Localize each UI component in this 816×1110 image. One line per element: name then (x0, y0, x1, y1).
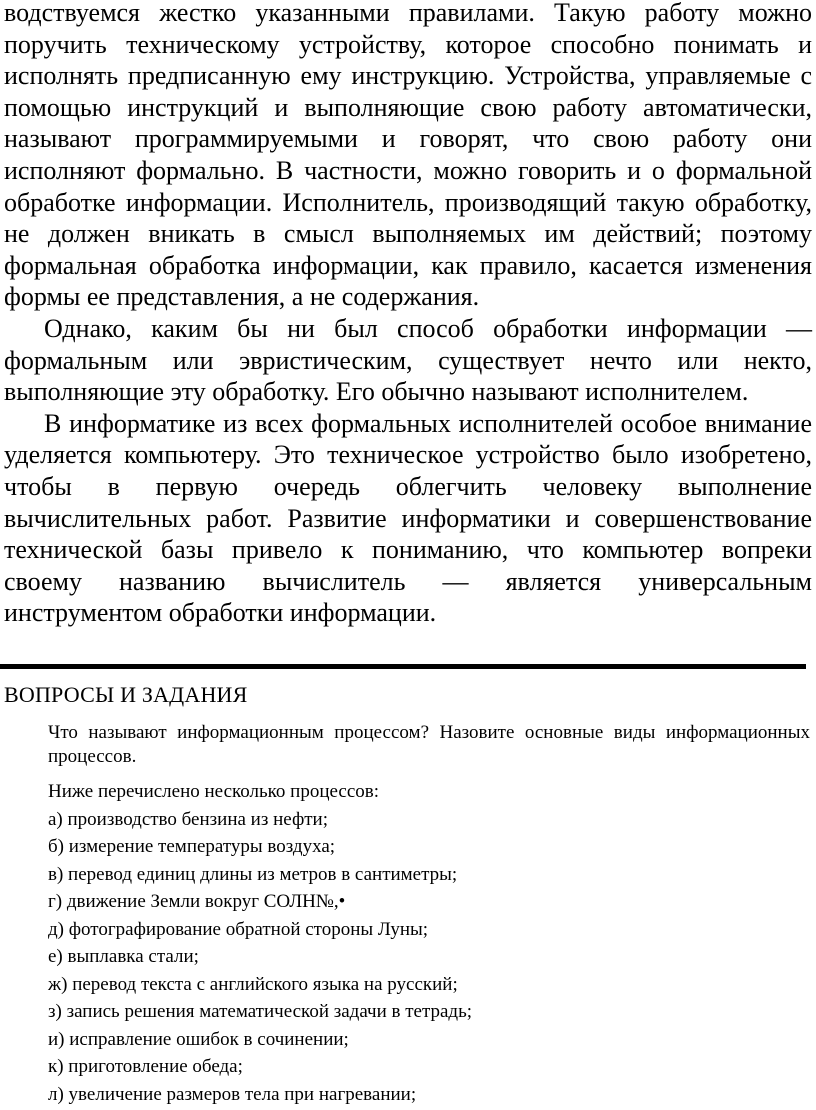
question-2 (48, 780, 810, 1110)
paragraph-continued: водствуемся жестко указанными правилами. Такую работу можно поручить техническому устройству, которое способно понимать и исполнять предписанную ему инструкцию. Устройства, управляемые с помощью инструкций и выполняющие свою работу автоматически, называют программируемыми и говорят, что свою работу они исполняют формально. В частности, можно говорить и о формальной обработке информации. Исполнитель, производящий такую обработку, не должен вникать в смысл выполняемых им действий; поэтому формальная обработка информации, как правило, касается изменения формы ее представления, а не содержания. (4, 0, 812, 313)
question-1: Что называют информационным процессом? Назовите основные виды информационных процессов. (48, 721, 810, 769)
list-item: з) запись решения математической задачи в тетрадь; (48, 1000, 810, 1028)
list-item: г) движение Земли вокруг СОЛН№,• (48, 890, 810, 918)
question-2-intro: Ниже перечислено несколько процессов: (48, 780, 810, 808)
questions-heading: ВОПРОСЫ И ЗАДАНИЯ (4, 681, 248, 709)
paragraph-computer: В информатике из всех формальных исполнителей особое внимание уделяется компьютеру. Это техническое устройство было изобретено, чтобы в первую очередь облегчить человеку выполнение вычислительных работ. Развитие информатики и совершенствование технической базы привело к пониманию, что компьютер вопреки своему названию вычислитель — является универсальным инструментом обработки информации. (4, 408, 812, 629)
list-item: а) производство бензина из нефти; (48, 808, 810, 836)
list-item: д) фотографирование обратной стороны Луны; (48, 918, 810, 946)
list-item: л) увеличение размеров тела при нагревании; (48, 1083, 810, 1110)
list-item: в) перевод единиц длины из метров в сантиметры; (48, 863, 810, 891)
list-item: к) приготовление обеда; (48, 1055, 810, 1083)
list-item: е) выплавка стали; (48, 945, 810, 973)
section-divider (0, 664, 806, 669)
list-item: и) исправление ошибок в сочинении; (48, 1028, 810, 1056)
body-text (4, 0, 812, 629)
list-item: б) измерение температуры воздуха; (48, 835, 810, 863)
paragraph-executor: Однако, каким бы ни был способ обработки информации — формальным или эвристическим, существует нечто или некто, выполняющие эту обработку. Его обычно называют исполнителем. (4, 313, 812, 408)
list-item: ж) перевод текста с английского языка на русский; (48, 973, 810, 1001)
